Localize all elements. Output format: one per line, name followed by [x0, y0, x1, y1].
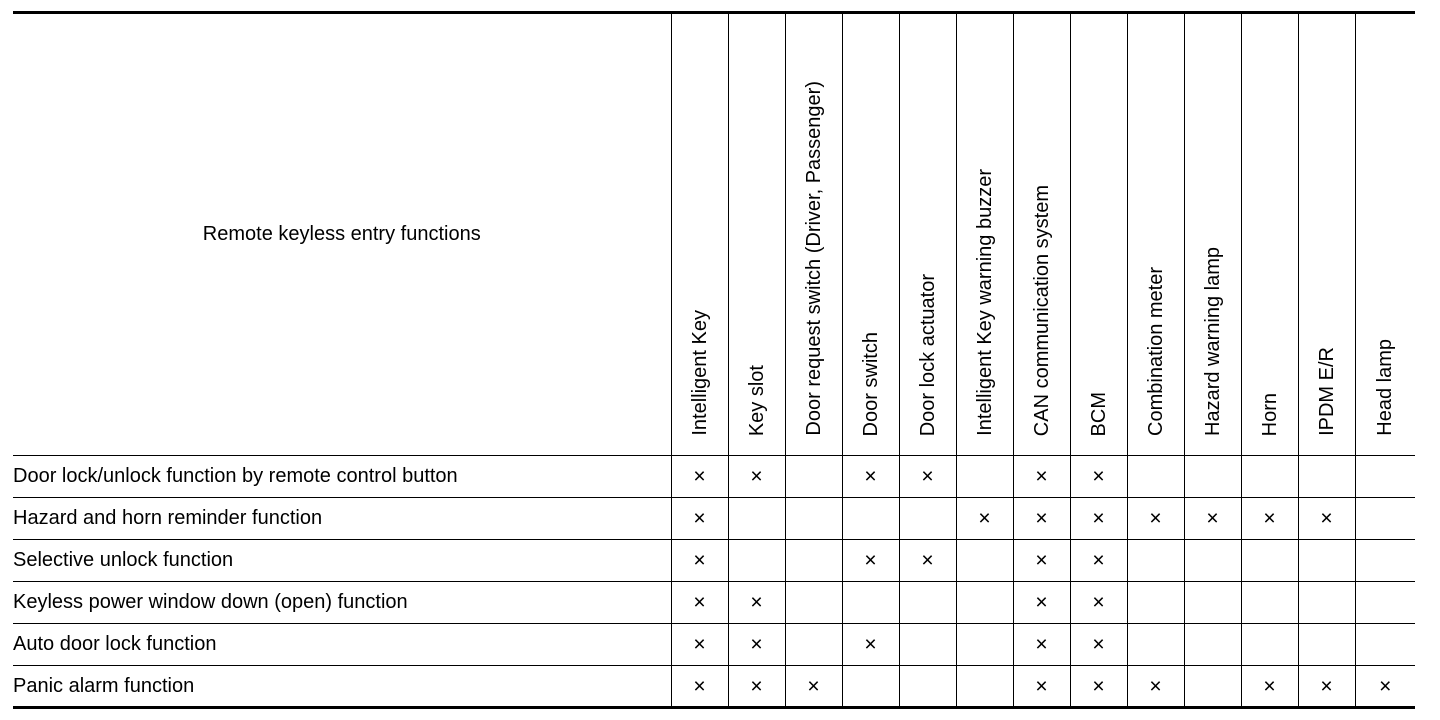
mark-cell: × — [1070, 498, 1127, 540]
mark-cell: × — [899, 540, 956, 582]
mark-cell — [899, 582, 956, 624]
table-row — [13, 498, 1415, 540]
mark-cell — [1298, 456, 1355, 498]
table-row — [13, 666, 1415, 708]
mark-cell: × — [956, 498, 1013, 540]
mark-cell — [1184, 624, 1241, 666]
component-label: Intelligent Key warning buzzer — [973, 169, 996, 436]
component-label: CAN communication system — [1030, 184, 1053, 436]
mark-cell — [1298, 624, 1355, 666]
mark-cell: × — [728, 624, 785, 666]
function-rows — [13, 456, 1415, 708]
table-row — [13, 582, 1415, 624]
component-label: Door lock actuator — [916, 273, 939, 436]
mark-cell — [842, 498, 899, 540]
mark-cell — [1241, 456, 1298, 498]
mark-cell — [1241, 624, 1298, 666]
component-header — [671, 13, 728, 456]
component-label: Intelligent Key — [688, 310, 711, 436]
mark-cell — [1355, 624, 1415, 666]
mark-cell: × — [671, 540, 728, 582]
component-label: Combination meter — [1144, 267, 1167, 436]
function-component-matrix — [13, 11, 1415, 709]
mark-cell: × — [842, 624, 899, 666]
mark-cell — [1127, 582, 1184, 624]
mark-cell: × — [1070, 456, 1127, 498]
mark-cell: × — [1013, 498, 1070, 540]
mark-cell — [956, 456, 1013, 498]
mark-cell: × — [1013, 540, 1070, 582]
mark-cell — [1355, 498, 1415, 540]
mark-cell: × — [1298, 498, 1355, 540]
mark-cell — [1355, 582, 1415, 624]
mark-cell — [956, 624, 1013, 666]
mark-cell — [1184, 666, 1241, 708]
component-label: Key slot — [745, 364, 768, 436]
matrix-table — [13, 11, 1415, 709]
component-header — [1184, 13, 1241, 456]
mark-cell — [842, 582, 899, 624]
function-name: Panic alarm function — [13, 666, 671, 708]
mark-cell — [1355, 540, 1415, 582]
mark-cell: × — [899, 456, 956, 498]
mark-cell — [785, 540, 842, 582]
mark-cell: × — [1013, 582, 1070, 624]
mark-cell: × — [1013, 666, 1070, 708]
component-header — [956, 13, 1013, 456]
component-label: BCM — [1087, 391, 1110, 436]
mark-cell — [1298, 540, 1355, 582]
mark-cell — [785, 498, 842, 540]
component-header — [899, 13, 956, 456]
component-label: Horn — [1258, 392, 1281, 436]
mark-cell — [1127, 456, 1184, 498]
function-name: Hazard and horn reminder function — [13, 498, 671, 540]
component-label: IPDM E/R — [1315, 347, 1338, 436]
mark-cell — [1127, 624, 1184, 666]
mark-cell — [785, 456, 842, 498]
mark-cell — [842, 666, 899, 708]
mark-cell — [1298, 582, 1355, 624]
mark-cell — [899, 666, 956, 708]
component-header — [1070, 13, 1127, 456]
mark-cell — [785, 582, 842, 624]
function-name: Door lock/unlock function by remote control button — [13, 456, 671, 498]
mark-cell: × — [671, 582, 728, 624]
function-name: Keyless power window down (open) function — [13, 582, 671, 624]
table-row — [13, 540, 1415, 582]
function-name: Selective unlock function — [13, 540, 671, 582]
mark-cell: × — [1127, 498, 1184, 540]
mark-cell: × — [842, 456, 899, 498]
functions-header: Remote keyless entry functions — [13, 13, 671, 456]
mark-cell — [899, 498, 956, 540]
mark-cell — [1184, 582, 1241, 624]
mark-cell: × — [1241, 498, 1298, 540]
mark-cell — [728, 540, 785, 582]
component-header — [1355, 13, 1415, 456]
mark-cell — [1184, 540, 1241, 582]
mark-cell: × — [1070, 540, 1127, 582]
mark-cell: × — [1013, 456, 1070, 498]
header-row — [13, 13, 1415, 456]
mark-cell: × — [785, 666, 842, 708]
mark-cell: × — [1184, 498, 1241, 540]
mark-cell: × — [728, 456, 785, 498]
function-name: Auto door lock function — [13, 624, 671, 666]
mark-cell: × — [1070, 666, 1127, 708]
component-header — [1127, 13, 1184, 456]
mark-cell: × — [1379, 674, 1392, 698]
component-header — [842, 13, 899, 456]
mark-cell: × — [728, 666, 785, 708]
mark-cell: × — [1241, 666, 1298, 708]
mark-cell: × — [671, 456, 728, 498]
table-row — [13, 456, 1415, 498]
mark-cell — [956, 666, 1013, 708]
component-label: Head lamp — [1374, 339, 1397, 436]
mark-cell — [1127, 540, 1184, 582]
mark-cell: × — [671, 498, 728, 540]
mark-cell: × — [1070, 582, 1127, 624]
mark-cell: × — [1013, 624, 1070, 666]
table-row — [13, 624, 1415, 666]
component-header — [1013, 13, 1070, 456]
mark-cell — [1241, 540, 1298, 582]
mark-cell: × — [671, 624, 728, 666]
mark-cell — [728, 498, 785, 540]
component-header — [785, 13, 842, 456]
mark-cell — [1184, 456, 1241, 498]
component-label: Hazard warning lamp — [1201, 247, 1224, 436]
mark-cell — [899, 624, 956, 666]
mark-cell: × — [842, 540, 899, 582]
component-header — [728, 13, 785, 456]
mark-cell: × — [1127, 666, 1184, 708]
mark-cell — [1355, 456, 1415, 498]
component-label: Door switch — [859, 331, 882, 436]
mark-cell: × — [1298, 666, 1355, 708]
mark-cell: × — [671, 666, 728, 708]
mark-cell — [956, 582, 1013, 624]
mark-cell — [785, 624, 842, 666]
component-label: Door request switch (Driver, Passenger) — [802, 81, 825, 436]
component-header — [1298, 13, 1355, 456]
mark-cell: × — [1070, 624, 1127, 666]
mark-cell: × — [728, 582, 785, 624]
component-header — [1241, 13, 1298, 456]
mark-cell — [956, 540, 1013, 582]
mark-cell — [1241, 582, 1298, 624]
